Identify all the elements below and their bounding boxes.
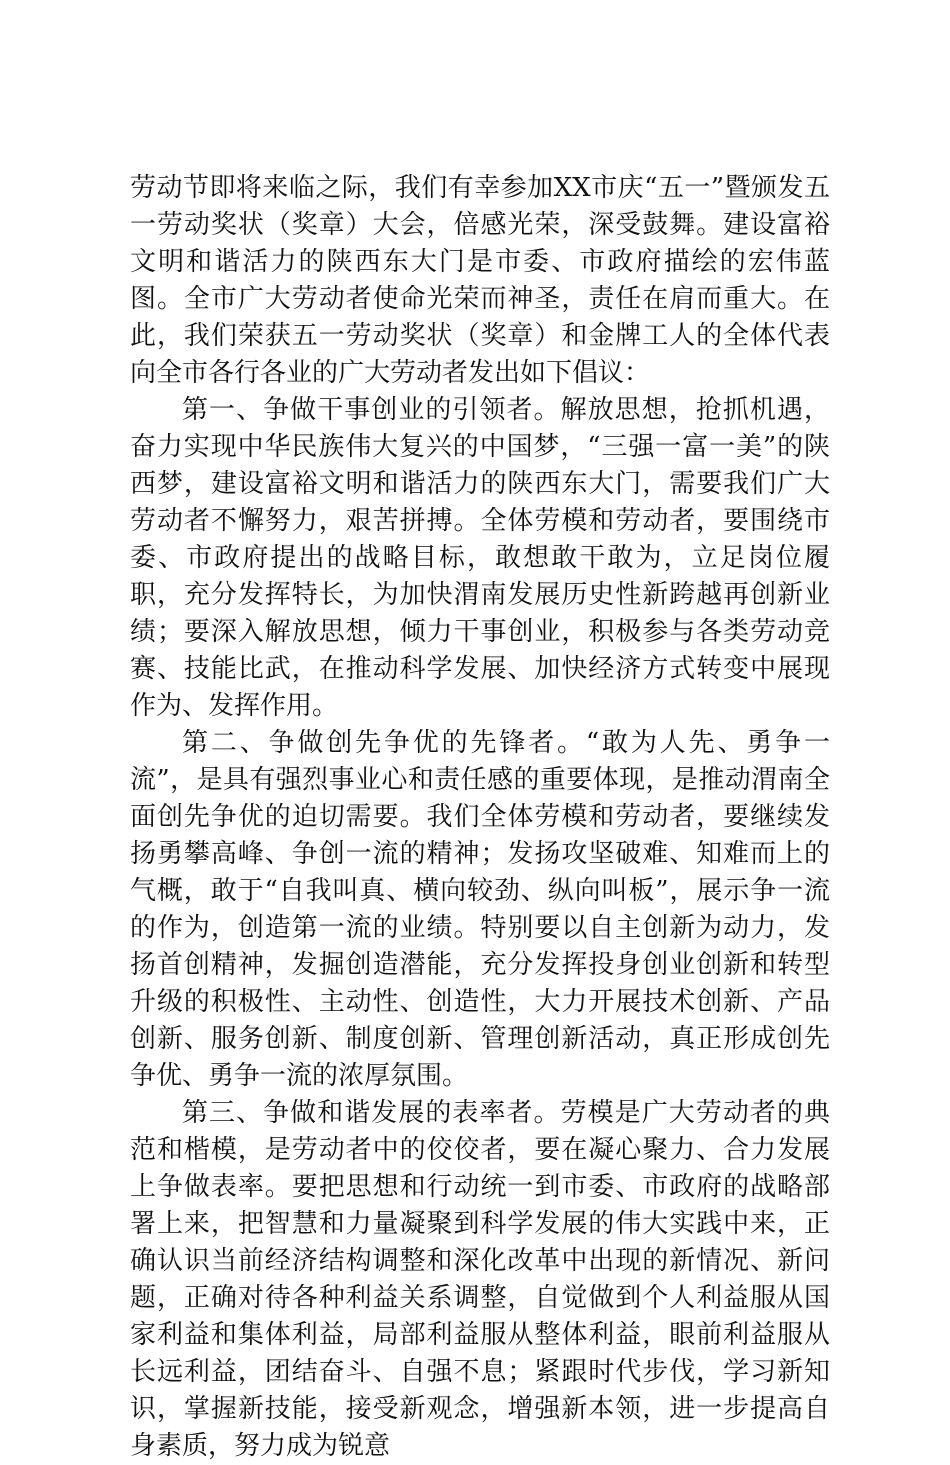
paragraph-third-initiative: 第三、争做和谐发展的表率者。劳模是广大劳动者的典范和楷模，是劳动者中的佼佼者，要在凝心聚力、合力发展上争做表率。要把思想和行动统一到市委、市政府的战略部署上来，把智慧和力量凝聚到科学发展的伟大实践中来，正确认识当前经济结构调整和深化改革中出现的新情况、新问题，正确对待各种利益关系调整，自觉做到个人利益服从国家利益和集体利益，局部利益服从整体利益，眼前利益服从长远利益，团结奋斗、自强不息；紧跟时代步伐，学习新知识，掌握新技能，接受新观念，增强新本领，进一步提高自身素质，努力成为锐意: [130, 1098, 830, 1461]
document-body: [130, 170, 830, 1465]
paragraph-first-initiative: 第一、争做干事创业的引领者。解放思想，抢抓机遇，奋力实现中华民族伟大复兴的中国梦，“三强一富一美”的陕西梦，建设富裕文明和谐活力的陕西东大门，需要我们广大劳动者不懈努力，艰苦拼搏。全体劳模和劳动者，要围绕市委、市政府提出的战略目标，敢想敢干敢为，立足岗位履职，充分发挥特长，为加快渭南发展历史性新跨越再创新业绩；要深入解放思想，倾力干事创业，积极参与各类劳动竞赛、技能比武，在推动科学发展、加快经济方式转变中展现作为、发挥作用。: [130, 395, 830, 721]
intro-paragraph: 劳动节即将来临之际，我们有幸参加XX市庆“五一”暨颁发五一劳动奖状（奖章）大会，倍感光荣，深受鼓舞。建设富裕文明和谐活力的陕西东大门是市委、市政府描绘的宏伟蓝图。全市广大劳动者使命光荣而神圣，责任在肩而重大。在此，我们荣获五一劳动奖状（奖章）和金牌工人的全体代表向全市各行各业的广大劳动者发出如下倡议：: [130, 173, 830, 388]
paragraph-second-initiative: 第二、争做创先争优的先锋者。“敢为人先、勇争一流”，是具有强烈事业心和责任感的重要体现，是推动渭南全面创先争优的迫切需要。我们全体劳模和劳动者，要继续发扬勇攀高峰、争创一流的精神；发扬攻坚破难、知难而上的气概，敢于“自我叫真、横向较劲、纵向叫板”，展示争一流的作为，创造第一流的业绩。特别要以自主创新为动力，发扬首创精神，发掘创造潜能，充分发挥投身创业创新和转型升级的积极性、主动性、创造性，大力开展技术创新、产品创新、服务创新、制度创新、管理创新活动，真正形成创先争优、勇争一流的浓厚氛围。: [130, 728, 830, 1091]
